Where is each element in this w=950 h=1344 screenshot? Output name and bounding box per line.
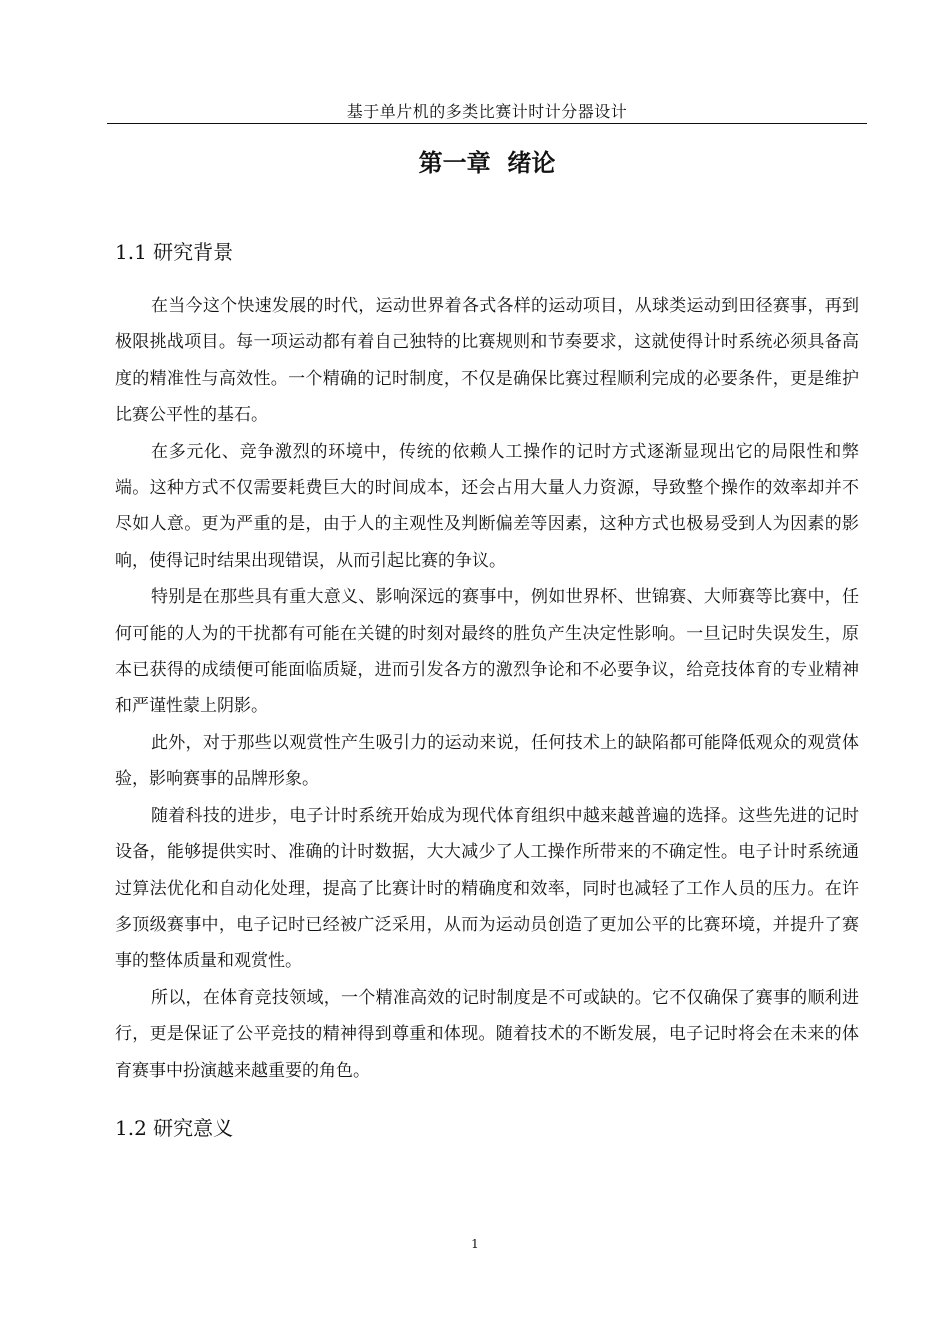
paragraph: 在当今这个快速发展的时代，运动世界着各式各样的运动项目，从球类运动到田径赛事，再到极限挑战项目。每一项运动都有着自己独特的比赛规则和节奏要求，这就使得计时系统必须具备高度的精准性与高效性。一个精确的记时制度，不仅是确保比赛过程顺利完成的必要条件，更是维护比赛公平性的基石。 (115, 296, 859, 426)
section-heading-research-background: 1.1 研究背景 (115, 240, 234, 264)
chapter-title: 第一章 绪论 (418, 149, 556, 177)
paragraph: 随着科技的进步，电子计时系统开始成为现代体育组织中越来越普遍的选择。这些先进的记时设备，能够提供实时、准确的计时数据，大大减少了人工操作所带来的不确定性。电子计时系统通过算法优化和自动化处理，提高了比赛计时的精确度和效率，同时也减轻了工作人员的压力。在许多顶级赛事中，电子记时已经被广泛采用，从而为运动员创造了更加公平的比赛环境，并提升了赛事的整体质量和观赏性。 (115, 805, 859, 972)
header-rule (107, 123, 867, 124)
paragraph: 此外，对于那些以观赏性产生吸引力的运动来说，任何技术上的缺陷都可能降低观众的观赏体验，影响赛事的品牌形象。 (115, 732, 859, 790)
running-header: 基于单片机的多类比赛计时计分器设计 (346, 102, 628, 121)
paragraph: 在多元化、竞争激烈的环境中，传统的依赖人工操作的记时方式逐渐显现出它的局限性和弊端。这种方式不仅需要耗费巨大的时间成本，还会占用大量人力资源，导致整个操作的效率却并不尽如人意。更为严重的是，由于人的主观性及判断偏差等因素，这种方式也极易受到人为因素的影响，使得记时结果出现错误，从而引起比赛的争议。 (115, 441, 859, 571)
section-heading-research-significance: 1.2 研究意义 (115, 1116, 234, 1140)
section-body (115, 288, 859, 1089)
paragraph: 所以，在体育竞技领域，一个精准高效的记时制度是不可或缺的。它不仅确保了赛事的顺利进行，更是保证了公平竞技的精神得到尊重和体现。随着技术的不断发展，电子记时将会在未来的体育赛事中扮演越来越重要的角色。 (115, 987, 859, 1081)
page-number: 1 (471, 1237, 479, 1251)
paragraph: 特别是在那些具有重大意义、影响深远的赛事中，例如世界杯、世锦赛、大师赛等比赛中，任何可能的人为的干扰都有可能在关键的时刻对最终的胜负产生决定性影响。一旦记时失误发生，原本已获得的成绩便可能面临质疑，进而引发各方的激烈争论和不必要争议，给竞技体育的专业精神和严谨性蒙上阴影。 (115, 587, 859, 717)
